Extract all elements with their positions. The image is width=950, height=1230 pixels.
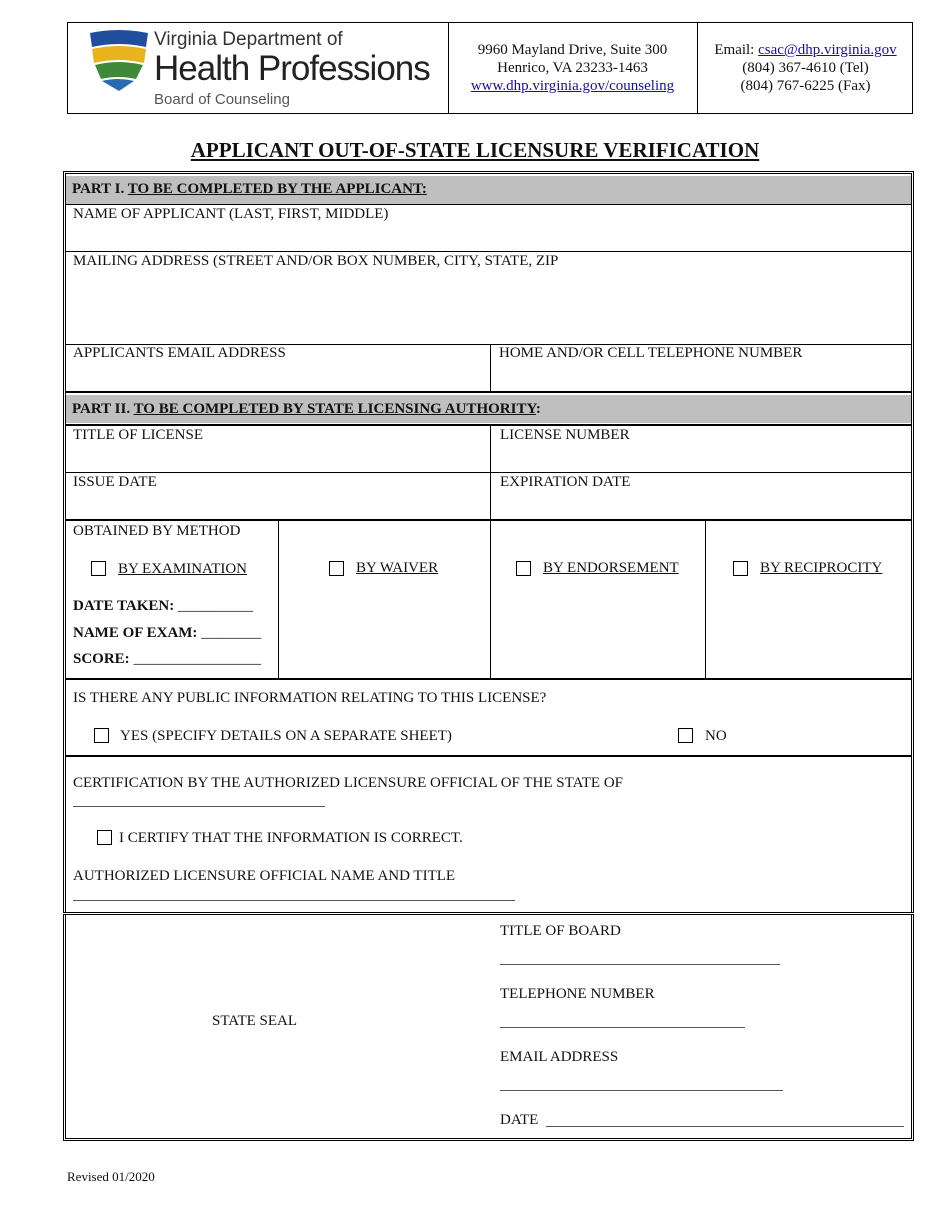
divider [66, 755, 911, 757]
by-reciprocity-checkbox[interactable] [733, 561, 748, 576]
revised-note: Revised 01/2020 [67, 1169, 155, 1184]
divider [66, 204, 911, 205]
by-reciprocity-label: BY RECIPROCITY [760, 560, 883, 576]
contact-block [698, 23, 913, 113]
telephone-number-field[interactable] [500, 1027, 745, 1028]
score-field[interactable]: _________________ [133, 651, 261, 667]
email-label-field: APPLICANTS EMAIL ADDRESS [73, 345, 286, 361]
address-block [448, 23, 698, 113]
logo-line2: Health Professions [154, 49, 430, 88]
public-info-question: IS THERE ANY PUBLIC INFORMATION RELATING TO THIS LICENSE? [73, 690, 547, 706]
part2-prefix: PART II. [72, 401, 134, 417]
part2-header [66, 395, 911, 423]
address-line2: Henrico, VA 23233-1463 [497, 60, 648, 76]
by-examination-label: BY EXAMINATION [118, 561, 248, 577]
part1-header [66, 176, 911, 204]
title-of-board-field[interactable] [500, 964, 780, 965]
letterhead [67, 22, 913, 114]
divider [278, 521, 279, 678]
telephone-number-label: TELEPHONE NUMBER [500, 986, 655, 1002]
by-examination-checkbox[interactable] [91, 561, 106, 576]
form-title: APPLICANT OUT-OF-STATE LICENSURE VERIFICATION [190, 138, 760, 162]
fax-line: (804) 767-6225 (Fax) [740, 78, 871, 94]
address-line1: 9960 Mayland Drive, Suite 300 [477, 42, 668, 58]
by-waiver-checkbox[interactable] [329, 561, 344, 576]
yes-checkbox[interactable] [94, 728, 109, 743]
website-link[interactable]: www.dhp.virginia.gov/counseling [470, 78, 675, 94]
title-of-board-label: TITLE OF BOARD [500, 923, 621, 939]
name-label: NAME OF APPLICANT (LAST, FIRST, MIDDLE) [73, 206, 389, 222]
email-line [698, 41, 913, 59]
by-waiver-label: BY WAIVER [356, 560, 439, 576]
no-checkbox[interactable] [678, 728, 693, 743]
certify-label: I CERTIFY THAT THE INFORMATION IS CORRECT. [119, 830, 463, 846]
by-endorsement-checkbox[interactable] [516, 561, 531, 576]
official-name-field[interactable] [73, 900, 515, 901]
divider [66, 519, 911, 521]
exam-name-label: NAME OF EXAM: [73, 625, 198, 641]
exam-name-field[interactable]: ________ [201, 625, 262, 641]
license-title-label: TITLE OF LICENSE [73, 427, 203, 443]
dhp-logo [68, 23, 449, 113]
date-taken-label: DATE TAKEN: [73, 598, 175, 614]
divider [63, 912, 914, 915]
email-address-field[interactable] [500, 1090, 783, 1091]
part2-suffix: : [535, 401, 541, 417]
score-label: SCORE: [73, 651, 130, 667]
by-endorsement-label: BY ENDORSEMENT [543, 560, 679, 576]
divider [490, 521, 491, 678]
divider [66, 251, 911, 252]
divider [66, 424, 911, 426]
state-seal-label: STATE SEAL [212, 1013, 298, 1029]
expiration-date-label: EXPIRATION DATE [500, 474, 631, 490]
no-label: NO [705, 728, 727, 744]
date-taken-row [73, 598, 253, 615]
license-number-label: LICENSE NUMBER [500, 427, 630, 443]
date-taken-field[interactable]: __________ [178, 598, 254, 614]
yes-label: YES (SPECIFY DETAILS ON A SEPARATE SHEET) [120, 728, 452, 744]
divider [705, 521, 706, 678]
date-field[interactable] [546, 1126, 904, 1127]
part1-heading: TO BE COMPLETED BY THE APPLICANT: [127, 181, 427, 197]
phone-label: HOME AND/OR CELL TELEPHONE NUMBER [499, 345, 803, 361]
part2-heading: TO BE COMPLETED BY STATE LICENSING AUTHORITY [133, 401, 536, 417]
email-label: Email: [714, 42, 759, 58]
email-link[interactable]: csac@dhp.virginia.gov [758, 42, 897, 58]
logo-line1: Virginia Department of [154, 29, 343, 50]
exam-name-row [73, 625, 261, 642]
tel-line: (804) 367-4610 (Tel) [742, 60, 869, 76]
email-address-label: EMAIL ADDRESS [500, 1049, 619, 1065]
official-name-label: AUTHORIZED LICENSURE OFFICIAL NAME AND TITLE [73, 868, 456, 884]
method-label: OBTAINED BY METHOD [73, 523, 241, 539]
divider [66, 678, 911, 680]
date-label: DATE [500, 1112, 539, 1128]
issue-date-label: ISSUE DATE [73, 474, 157, 490]
score-row [73, 651, 261, 668]
state-of-field[interactable] [73, 806, 325, 807]
part1-prefix: PART I. [72, 181, 128, 197]
address-label: MAILING ADDRESS (STREET AND/OR BOX NUMBER, CITY, STATE, ZIP [73, 253, 559, 269]
divider [66, 472, 911, 473]
divider [66, 391, 911, 393]
logo-line3: Board of Counseling [154, 91, 290, 108]
dhp-shield-icon [88, 29, 150, 91]
divider [490, 344, 491, 391]
certification-label: CERTIFICATION BY THE AUTHORIZED LICENSURE OFFICIAL OF THE STATE OF [73, 775, 623, 791]
certify-checkbox[interactable] [97, 830, 112, 845]
